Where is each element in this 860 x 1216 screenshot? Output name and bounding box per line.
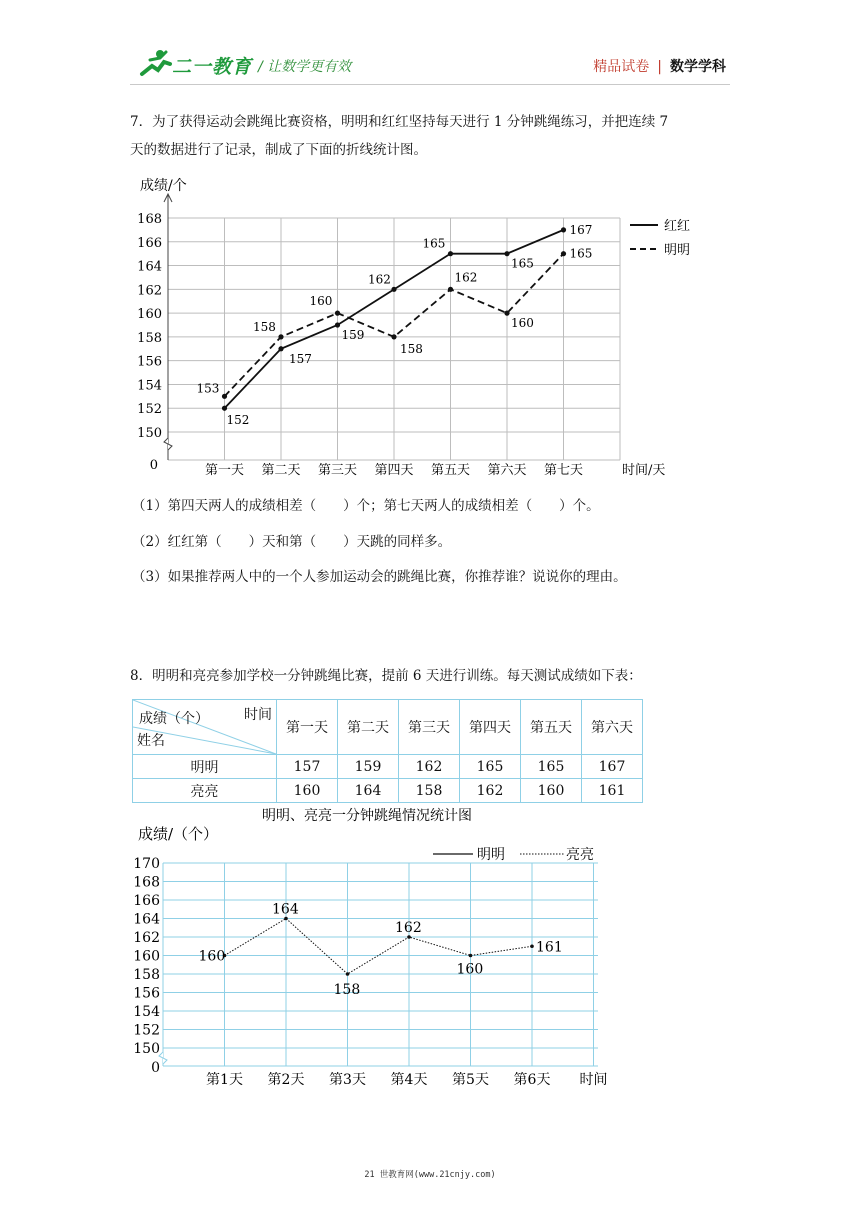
y-tick-label: 158 xyxy=(137,330,162,346)
data-label-liangliang: 158 xyxy=(333,982,361,998)
x-tick-label: 第六天 xyxy=(487,463,527,478)
table-corner-cell xyxy=(133,700,277,755)
y-tick-label: 152 xyxy=(133,1022,160,1039)
legend-label-mingming: 明明 xyxy=(477,847,505,863)
data-label-mingming: 162 xyxy=(454,270,478,285)
y-tick-label: 156 xyxy=(133,985,160,1002)
data-label-honghong: 167 xyxy=(569,222,593,237)
data-label-mingming: 165 xyxy=(569,246,593,261)
data-label-liangliang: 162 xyxy=(395,920,422,936)
series-line-liangliang xyxy=(225,919,533,975)
data-label-liangliang: 161 xyxy=(536,939,563,956)
data-label-honghong: 165 xyxy=(422,236,446,251)
table-header-cell: 第二天 xyxy=(338,700,399,755)
y-tick-label: 166 xyxy=(133,893,160,909)
legend-label-mingming: 明明 xyxy=(664,243,690,258)
corner-score-label: 成绩（个） xyxy=(139,711,209,727)
q8-intro: 8．明明和亮亮参加学校一分钟跳绳比赛，提前 6 天进行训练。每天测试成绩如下表： xyxy=(130,668,642,684)
data-label-honghong: 157 xyxy=(289,351,312,366)
table-cell: 157 xyxy=(277,755,338,779)
data-label-honghong: 165 xyxy=(511,256,534,271)
corner-name-label: 姓名 xyxy=(137,733,165,749)
table-cell: 158 xyxy=(399,779,460,803)
y-axis-label: 成绩/（个） xyxy=(138,825,219,843)
footer: 21 世教育网(www.21cnjy.com) xyxy=(364,1170,496,1180)
table-header-cell: 第一天 xyxy=(277,700,338,755)
corner-time-label: 时间 xyxy=(244,707,272,723)
q7-sub3: （3）如果推荐两人中的一个人参加运动会的跳绳比赛，你推荐谁？说说你的理由。 xyxy=(132,569,627,585)
header-right xyxy=(593,56,726,76)
x-tick-label: 第一天 xyxy=(204,463,245,478)
table-row-name: 亮亮 xyxy=(133,779,277,803)
q7-sub2: （2）红红第（ ）天和第（ ）天跳的同样多。 xyxy=(132,534,452,550)
data-point-honghong xyxy=(504,251,509,256)
y-zero-label: 0 xyxy=(149,458,158,473)
y-tick-label: 160 xyxy=(133,948,160,965)
table-cell: 162 xyxy=(399,755,460,779)
table-cell: 164 xyxy=(338,779,399,803)
data-label-liangliang: 164 xyxy=(272,901,299,918)
data-point-honghong xyxy=(278,346,283,351)
table-cell: 159 xyxy=(338,755,399,779)
y-tick-label: 160 xyxy=(137,307,162,323)
score-table xyxy=(132,699,643,803)
slogan: / 让数学更有效 xyxy=(258,59,352,75)
table-cell: 161 xyxy=(582,779,643,803)
data-point-mingming xyxy=(448,287,453,292)
data-point-mingming xyxy=(222,394,227,399)
x-tick-label: 第6天 xyxy=(513,1072,551,1088)
runner-logo-icon xyxy=(138,48,174,80)
y-axis-label: 成绩/个 xyxy=(140,178,187,194)
chart-jump-rope-7days xyxy=(130,172,690,482)
x-tick-label: 第二天 xyxy=(261,463,301,478)
q7-intro-line2: 天的数据进行了记录，制成了下面的折线统计图。 xyxy=(130,142,427,158)
y-tick-label: 154 xyxy=(137,378,162,394)
y-tick-label: 166 xyxy=(137,235,162,251)
x-tick-label: 第5天 xyxy=(452,1072,489,1088)
table-header-cell: 第六天 xyxy=(582,700,643,755)
chart-title: 明明、亮亮一分钟跳绳情况统计图 xyxy=(262,808,472,824)
data-point-mingming xyxy=(561,251,566,256)
x-tick-label: 第七天 xyxy=(543,463,584,478)
legend-label-liangliang: 亮亮 xyxy=(566,847,594,863)
logo xyxy=(138,48,174,80)
header-divider xyxy=(130,84,730,85)
axis-break xyxy=(159,1052,167,1064)
y-tick-label: 150 xyxy=(133,1041,160,1057)
data-label-mingming: 160 xyxy=(309,294,333,309)
y-tick-label: 170 xyxy=(133,856,160,872)
table-header-cell: 第三天 xyxy=(399,700,460,755)
axis-break xyxy=(164,438,172,450)
table-cell: 162 xyxy=(460,779,521,803)
x-tick-label: 第2天 xyxy=(267,1072,305,1088)
data-point-mingming xyxy=(391,334,396,339)
data-label-honghong: 162 xyxy=(368,272,391,287)
x-axis-label: 时间/天 xyxy=(622,463,666,478)
data-point-liangliang xyxy=(469,954,473,958)
table-row-name: 明明 xyxy=(133,755,277,779)
y-zero-label: 0 xyxy=(151,1060,160,1076)
q7-intro-line1: 7．为了获得运动会跳绳比赛资格，明明和红红坚持每天进行 1 分钟跳绳练习，并把连续 7 xyxy=(130,114,669,130)
legend-label-honghong: 红红 xyxy=(664,219,690,234)
header-label-a: 精品试卷 xyxy=(593,59,650,75)
x-tick-label: 第3天 xyxy=(329,1072,366,1088)
data-point-honghong xyxy=(561,227,566,232)
data-point-mingming xyxy=(278,334,283,339)
q7-sub1: （1）第四天两人的成绩相差（ ）个；第七天两人的成绩相差（ ）个。 xyxy=(132,498,600,514)
data-point-mingming xyxy=(504,311,509,316)
data-label-liangliang: 160 xyxy=(198,948,226,965)
table-cell: 167 xyxy=(582,755,643,779)
data-label-mingming: 158 xyxy=(400,341,423,356)
y-tick-label: 154 xyxy=(133,1004,160,1020)
data-label-honghong: 159 xyxy=(341,328,365,342)
y-tick-label: 156 xyxy=(137,354,162,370)
y-tick-label: 168 xyxy=(133,874,160,891)
y-tick-label: 158 xyxy=(133,967,160,983)
y-tick-label: 164 xyxy=(137,259,162,275)
y-tick-label: 162 xyxy=(133,930,160,946)
q7-intro xyxy=(130,108,730,164)
data-label-honghong: 152 xyxy=(226,413,250,428)
chart-mingming-liangliang xyxy=(130,800,620,1095)
x-tick-label: 第三天 xyxy=(317,463,358,478)
x-tick-label: 第五天 xyxy=(430,463,471,478)
y-tick-label: 168 xyxy=(137,212,162,227)
table-cell: 160 xyxy=(277,779,338,803)
data-point-honghong xyxy=(335,322,340,327)
data-label-mingming: 160 xyxy=(511,316,534,331)
data-point-liangliang xyxy=(346,972,350,976)
data-label-mingming: 153 xyxy=(196,381,220,396)
y-tick-label: 164 xyxy=(133,911,160,928)
data-label-liangliang: 160 xyxy=(456,961,484,978)
data-point-honghong xyxy=(391,287,396,292)
header-separator: | xyxy=(657,59,662,75)
y-tick-label: 162 xyxy=(137,283,162,299)
x-tick-label: 第四天 xyxy=(374,463,414,478)
table-cell: 160 xyxy=(521,779,582,803)
data-point-honghong xyxy=(222,406,227,411)
y-tick-label: 152 xyxy=(137,402,162,418)
data-point-liangliang xyxy=(530,944,534,948)
table-row xyxy=(133,755,643,779)
logo-text: 二一教育 xyxy=(172,56,253,78)
x-axis-label: 时间 xyxy=(579,1072,608,1088)
data-label-mingming: 158 xyxy=(253,319,276,334)
header-label-b: 数学学科 xyxy=(670,59,726,75)
table-header-cell: 第四天 xyxy=(460,700,521,755)
data-point-honghong xyxy=(448,251,453,256)
table-row xyxy=(133,779,643,803)
x-tick-label: 第4天 xyxy=(390,1072,428,1088)
table-header-cell: 第五天 xyxy=(521,700,582,755)
x-tick-label: 第1天 xyxy=(206,1072,243,1088)
y-tick-label: 150 xyxy=(137,426,162,441)
data-point-mingming xyxy=(335,311,340,316)
table-cell: 165 xyxy=(460,755,521,779)
table-cell: 165 xyxy=(521,755,582,779)
